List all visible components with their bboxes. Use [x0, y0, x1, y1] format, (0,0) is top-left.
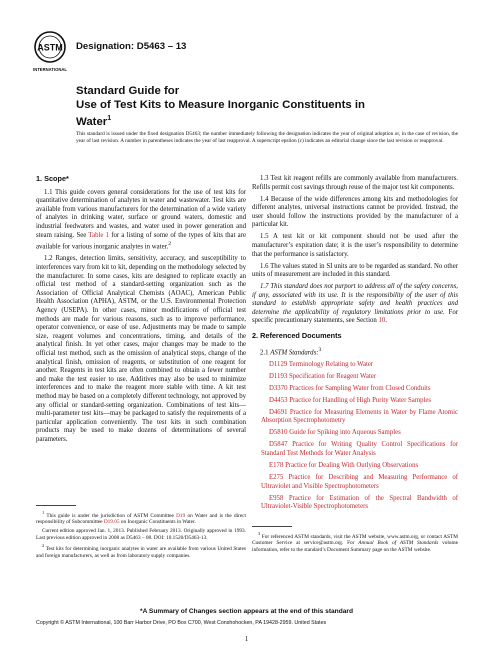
p1-text-a: 1.1 This guide covers general considerations for the use of test kits for quantitative determination of analytes in water and wastewater. Test kits are available from various manufacturers for the determination of a wide variety of analytes in drinking water, surface or ground waters, domestic and industrial feedwaters and wastes, and water used in power generation and steam raising. See: [36, 188, 246, 239]
footnote-1: [36, 510, 246, 526]
paragraph-1-7: [252, 283, 458, 326]
reference-item: [252, 397, 458, 406]
fn3-text-b: volume information, refer to the standard’s Document Summary page on the ASTM website.: [252, 540, 459, 553]
right-column: [252, 175, 458, 515]
p7-text: For specific precautionary statements, see Section: [252, 308, 458, 325]
fn2-text: Test kits for determining inorganic analytes in water are available from various United States and foreign manufacturers, as well as from laboratory supply companies.: [36, 545, 246, 559]
footnote-2: [36, 543, 246, 559]
footnotes-right: [252, 531, 458, 556]
left-column: [36, 175, 246, 448]
p7-end: .: [385, 317, 387, 325]
document-title: [76, 84, 466, 129]
footnote-3-label: 3: [258, 531, 261, 536]
reference-code-link[interactable]: D1129: [269, 360, 288, 368]
table-1-link[interactable]: Table 1: [88, 231, 110, 239]
paragraph-1-2: 1.2 Ranges, detection limits, sensitivity, accuracy, and susceptibility to interferences vary from kit to kit, depending on the methodology selected by the manufacturer. In some cases, kits are designed to replicate exactly an official test method of a standard-setting organization such as the Association of Official Analytical Chemists (AOAC), American Public Health Association (APHA), ASTM, or the U.S. Environmental Protection Agency (USEPA). In other cases, minor modifications of official test methods are made for various reasons, such as to improve performance, operator convenience, or ease of use. Adjustments may be made to sample size, reagent volumes and concentrations, timing, and details of the analytical finish. In yet other cases, major changes may be made to the official test method, such as the omission of analytical steps, change of the analytical finish, omission of reagents, or substitution of one reagent for another. Reagents in test kits are often combined to obtain a fewer number and make the test easier to use. Additives may also be used to minimize interferences and to make the reagent more stable with time. A kit test method may be based on a completely different technology, not approved by any official or standard-setting organization. Combinations of test kits—multi-parameter test kits—may be packaged to satisfy the requirements of a particular application conveniently. The test kits in such combination products may be used to make dozens of determinations of several parameters.: [36, 255, 246, 443]
reference-title-link[interactable]: Practices for Sampling Water from Closed Conduits: [289, 384, 431, 392]
reference-code-link[interactable]: D1193: [269, 372, 288, 380]
section-heading-scope: 1. Scope*: [36, 174, 69, 183]
footnote-2-label: 2: [42, 543, 45, 549]
reference-item: [252, 495, 458, 512]
footnote-rule-right: [252, 526, 292, 527]
reference-code-link[interactable]: D5810: [269, 429, 288, 437]
designation: Designation: D5463 – 13: [76, 41, 187, 52]
subcommittee-d19-05-link[interactable]: D19.05: [103, 519, 120, 526]
reference-item: [252, 385, 458, 394]
reference-title-link[interactable]: Practice for Describing and Measuring Performance of Ultraviolet and Visible Spectrophotometers: [261, 473, 458, 490]
reference-code-link[interactable]: E958: [269, 494, 284, 502]
reference-code-link[interactable]: D3370: [269, 384, 288, 392]
paragraph-1-5: 1.5 A test kit or kit component should not be used after the manufacturer’s expiration date; it is the user’s responsibility to determine that the performance is satisfactory.: [252, 233, 458, 258]
astm-international-logo: [33, 30, 67, 74]
reference-item: [252, 409, 458, 426]
reference-list: [252, 361, 458, 512]
standard-issue-note: This standard is issued under the fixed designation D5463; the number immediately following the designation indicates the year of original adoption or, in the case of revision, the year of last revision. A number in parentheses indicates the year of last reapproval. A superscript epsilon (ε) indicates an editorial change since the last revision or reapproval.: [76, 131, 458, 144]
reference-title-link[interactable]: Practice for Measuring Elements in Water by Flame Atomic Absorption Spectrophotometry: [261, 408, 458, 425]
reference-code-link[interactable]: D4453: [269, 396, 288, 404]
svg-text:INTERNATIONAL: INTERNATIONAL: [33, 67, 67, 72]
astm-standards-intro: [252, 346, 458, 358]
footnotes-left: [36, 510, 246, 561]
reference-code-link[interactable]: D4691: [269, 408, 288, 416]
summary-of-changes-note: *A Summary of Changes section appears at the end of this standard: [140, 608, 353, 615]
reference-code-link[interactable]: E178: [269, 461, 284, 469]
fn1-text-a: This guide is under the jurisdiction of ASTM Committee: [46, 512, 177, 519]
title-footnote-mark: 1: [107, 115, 112, 122]
reference-item: [252, 361, 458, 370]
reference-code-link[interactable]: D5847: [269, 441, 288, 449]
title-line-3-text: Water: [76, 115, 108, 128]
section-heading-referenced-documents: 2. Referenced Documents: [252, 331, 342, 341]
fn3-book-title: Annual Book of ASTM Standards: [358, 540, 439, 547]
section-10-link[interactable]: 10: [378, 317, 386, 325]
reference-item: [252, 429, 458, 438]
reference-item: [252, 373, 458, 382]
reference-item: [252, 462, 458, 471]
paragraph-1-6: 1.6 The values stated in SI units are to be regarded as standard. No other units of measurement are included in this standard.: [252, 262, 458, 279]
svg-text:ASTM: ASTM: [37, 42, 63, 53]
footnote-1-mark: 1: [42, 510, 45, 515]
reference-title-link[interactable]: Practice for Dealing With Outlying Observations: [285, 461, 419, 469]
copyright-line: Copyright © ASTM International, 100 Barr Harbor Drive, PO Box C700, West Conshohocken, PA 19428-2959. United States: [36, 620, 327, 626]
title-line-3: [76, 112, 466, 129]
refs-intro-label: ASTM Standards:: [270, 348, 319, 356]
footnote-2-mark: 2: [168, 241, 172, 248]
safety-statement: 1.7 This standard does not purport to address all of the safety concerns, if any, associated with its use. It is the responsibility of the user of this standard to establish appropriate safety and health practices and determine the applicability of regulatory limitations prior to use.: [252, 283, 458, 316]
title-line-2: Use of Test Kits to Measure Inorganic Constituents in: [76, 99, 366, 111]
reference-title-link[interactable]: Guide for Spiking into Aqueous Samples: [289, 429, 401, 437]
refs-intro-num: 2.1: [260, 348, 271, 356]
fn1-text-b: on Water and is the direct responsibility of Subcommittee: [36, 512, 246, 526]
paragraph-1-3: 1.3 Test kit reagent refills are commonly available from manufacturers. Refills permit cost savings through reuse of the major test kit components.: [252, 175, 458, 191]
reference-item: [252, 441, 458, 458]
title-line-1: Standard Guide for: [76, 85, 180, 97]
p1-text-b: for a listing of some of the types of kits that are available for various inorganic analytes in water.: [36, 231, 246, 251]
reference-title-link[interactable]: Practice for Writing Quality Control Specifications for Standard Test Methods for Water Analysis: [261, 441, 458, 457]
paragraph-1-4: 1.4 Because of the wide differences among kits and methodologies for different analytes, universal instructions cannot be provided. Instead, the user should follow the instructions provided by the manufacturer of a particular kit.: [252, 195, 458, 229]
reference-title-link[interactable]: Practice for Handling of High Purity Water Samples: [289, 396, 432, 404]
fn3-text-a: For referenced ASTM standards, visit the ASTM website, www.astm.org, or contact ASTM Customer Service at service@astm.org. For: [252, 533, 459, 547]
paragraph-1-1: [36, 189, 246, 252]
footnote-3-mark: 3: [318, 346, 322, 353]
fn1-text-c: on Inorganic Constituents in Water.: [119, 519, 196, 526]
current-edition-note: Current edition approved Jan. 1, 2013. Published February 2013. Originally approved in 1993. Last previous edition approved in 2008 as D5463 – 08. DOI: 10.1520/D5463-13.: [36, 527, 246, 541]
footnote-3: [252, 531, 458, 554]
reference-item: [252, 474, 458, 491]
reference-code-link[interactable]: E275: [269, 473, 284, 481]
reference-title-link[interactable]: Specification for Reagent Water: [288, 372, 377, 380]
footnote-rule: [36, 505, 76, 506]
reference-title-link[interactable]: Terminology Relating to Water: [288, 360, 374, 368]
page-number: 1: [244, 635, 249, 643]
reference-title-link[interactable]: Practice for Estimation of the Spectral Bandwidth of Ultraviolet-Visible Spectrophotometers: [261, 494, 459, 511]
committee-d19-link[interactable]: D19: [176, 512, 186, 519]
